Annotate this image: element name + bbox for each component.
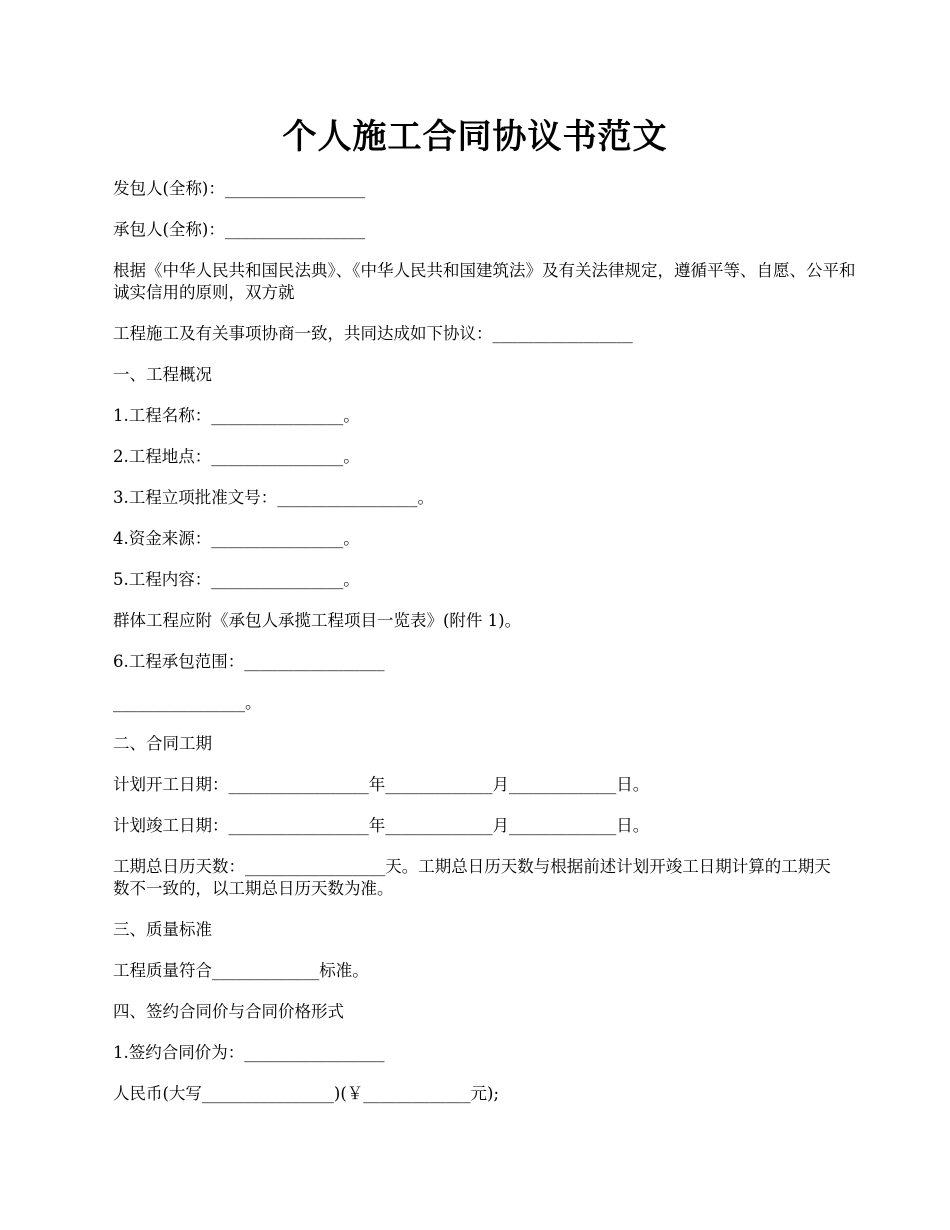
section-heading-contract-period: 二、合同工期 <box>113 734 212 753</box>
paragraph-contract-scope: 6.工程承包范围：_________________ <box>113 652 385 671</box>
paragraph-project-location: 2.工程地点：________________。 <box>113 447 360 466</box>
paragraph-legal-basis: 根据《中华人民共和国民法典》、《中华人民共和国建筑法》及有关法律规定，遵循平等、自愿、公平和诚实信用的原则，双方就 <box>113 261 856 302</box>
paragraph-project-content: 5.工程内容：________________。 <box>113 570 360 589</box>
section-heading-project-overview: 一、工程概况 <box>113 365 212 384</box>
document-title: 个人施工合同协议书范文 <box>282 117 668 157</box>
paragraph-funding-source: 4.资金来源：________________。 <box>113 529 360 548</box>
paragraph-group-project: 群体工程应附《承包人承揽工程项目一览表》(附件 1)。 <box>113 611 522 630</box>
paragraph-contract-price: 1.签约合同价为：_________________ <box>113 1043 385 1062</box>
paragraph-approval-number: 3.工程立项批准文号：_________________。 <box>113 488 434 507</box>
paragraph-planned-start-date: 计划开工日期：_________________年_____________月_____________日。 <box>113 775 650 794</box>
paragraph-rmb-amount: 人民币(大写________________)(￥_____________元); <box>113 1084 500 1103</box>
paragraph-contractor: 承包人(全称)：_________________ <box>113 220 366 239</box>
paragraph-contract-scope-continued: ________________。 <box>113 693 262 712</box>
paragraph-quality: 工程质量符合_____________标准。 <box>113 961 369 980</box>
paragraph-total-days: 工期总日历天数：_________________天。工期总日历天数与根据前述计划开竣工日期计算的工期天数不一致的，以工期总日历天数为准。 <box>113 857 831 898</box>
section-heading-contract-price: 四、签约合同价与合同价格形式 <box>113 1002 344 1021</box>
paragraph-planned-completion-date: 计划竣工日期：_________________年_____________月_____________日。 <box>113 816 650 835</box>
paragraph-agreement: 工程施工及有关事项协商一致，共同达成如下协议：_________________ <box>113 324 633 343</box>
paragraph-project-name: 1.工程名称：________________。 <box>113 406 360 425</box>
section-heading-quality-standard: 三、质量标准 <box>113 920 212 939</box>
document-body <box>113 178 863 1124</box>
paragraph-employer: 发包人(全称)：_________________ <box>113 179 366 198</box>
